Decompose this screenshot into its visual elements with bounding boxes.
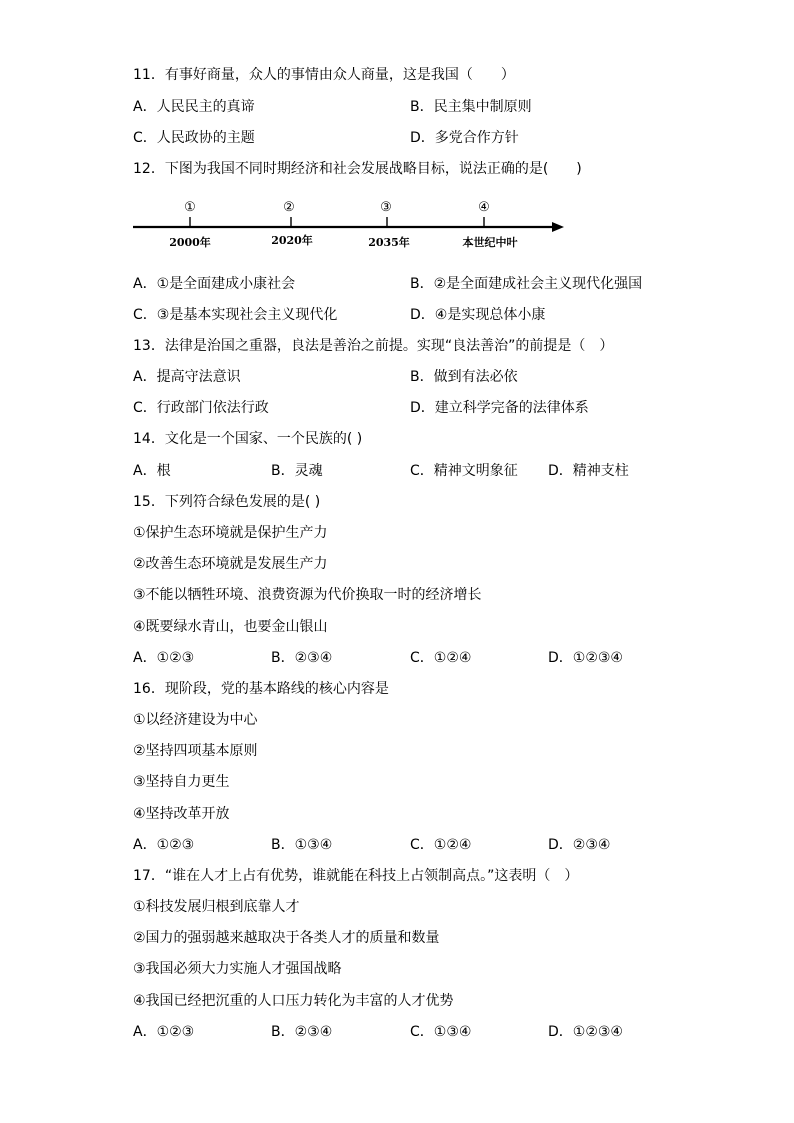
q17-item-3: ③我国必须大力实施人才强国战略: [133, 961, 342, 977]
q13-option-c: C．行政部门依法行政: [133, 400, 269, 416]
q12-option-b: B．②是全面建成社会主义现代化强国: [410, 276, 643, 292]
q17-option-d: D．①②③④: [548, 1024, 623, 1040]
q16-option-c: C．①②④: [410, 837, 472, 853]
timeline-label-2020: 2020年: [271, 234, 313, 247]
q16-option-a: A．①②③: [133, 837, 195, 853]
q16-item-1: ①以经济建设为中心: [133, 712, 258, 728]
q17-option-a: A．①②③: [133, 1024, 195, 1040]
q15-option-d: D．①②③④: [548, 650, 623, 666]
timeline-marker-3: ③: [380, 200, 392, 215]
timeline-label-2035: 2035年: [368, 236, 410, 249]
q12-stem: 12．下图为我国不同时期经济和社会发展战略目标，说法正确的是( ): [133, 161, 582, 177]
q14-option-c: C．精神文明象征: [410, 463, 518, 479]
q17-option-c: C．①③④: [410, 1024, 472, 1040]
q13-option-d: D．建立科学完备的法律体系: [410, 400, 589, 416]
q12-option-a: A．①是全面建成小康社会: [133, 276, 296, 292]
q16-item-2: ②坚持四项基本原则: [133, 743, 258, 759]
q12-option-c: C．③是基本实现社会主义现代化: [133, 307, 338, 323]
q14-option-a: A．根: [133, 463, 171, 479]
q15-item-4: ④既要绿水青山，也要金山银山: [133, 619, 328, 635]
q12-timeline-figure: [0, 0, 794, 260]
q13-option-a: A．提高守法意识: [133, 369, 241, 385]
q14-stem: 14．文化是一个国家、一个民族的( ): [133, 431, 363, 447]
q16-option-d: D．②③④: [548, 837, 611, 853]
q17-item-1: ①科技发展归根到底靠人才: [133, 899, 300, 915]
timeline-label-2000: 2000年: [169, 236, 211, 249]
q16-option-b: B．①③④: [271, 837, 333, 853]
q16-item-4: ④坚持改革开放: [133, 806, 230, 822]
q13-option-b: B．做到有法必依: [410, 369, 518, 385]
timeline-marker-1: ①: [184, 200, 196, 215]
timeline-arrow-icon: [552, 222, 564, 232]
q15-stem: 15．下列符合绿色发展的是( ): [133, 494, 321, 510]
q13-stem: 13．法律是治国之重器，良法是善治之前提。实现“良法善治”的前提是（ ）: [133, 338, 614, 354]
q11-option-b: B．民主集中制原则: [410, 99, 532, 115]
q17-option-b: B．②③④: [271, 1024, 333, 1040]
q15-item-3: ③不能以牺牲环境、浪费资源为代价换取一时的经济增长: [133, 587, 482, 603]
q17-item-4: ④我国已经把沉重的人口压力转化为丰富的人才优势: [133, 993, 454, 1009]
q14-option-d: D．精神支柱: [548, 463, 629, 479]
q11-stem: 11．有事好商量，众人的事情由众人商量，这是我国（ ）: [133, 67, 515, 83]
timeline-label-midcentury: 本世纪中叶: [462, 236, 518, 249]
timeline-marker-2: ②: [283, 200, 295, 215]
q16-item-3: ③坚持自力更生: [133, 774, 230, 790]
q16-stem: 16．现阶段，党的基本路线的核心内容是: [133, 681, 389, 697]
q15-option-b: B．②③④: [271, 650, 333, 666]
q14-option-b: B．灵魂: [271, 463, 323, 479]
q15-option-c: C．①②④: [410, 650, 472, 666]
q11-option-a: A．人民民主的真谛: [133, 99, 255, 115]
q11-option-d: D．多党合作方针: [410, 130, 519, 146]
q15-item-1: ①保护生态环境就是保护生产力: [133, 525, 328, 541]
q15-option-a: A．①②③: [133, 650, 195, 666]
q11-option-c: C．人民政协的主题: [133, 130, 255, 146]
q12-option-d: D．④是实现总体小康: [410, 307, 546, 323]
q17-stem: 17．“谁在人才上占有优势，谁就能在科技上占领制高点。”这表明（ ）: [133, 868, 579, 884]
timeline-marker-4: ④: [478, 200, 490, 215]
q15-item-2: ②改善生态环境就是发展生产力: [133, 556, 328, 572]
q17-item-2: ②国力的强弱越来越取决于各类人才的质量和数量: [133, 930, 440, 946]
